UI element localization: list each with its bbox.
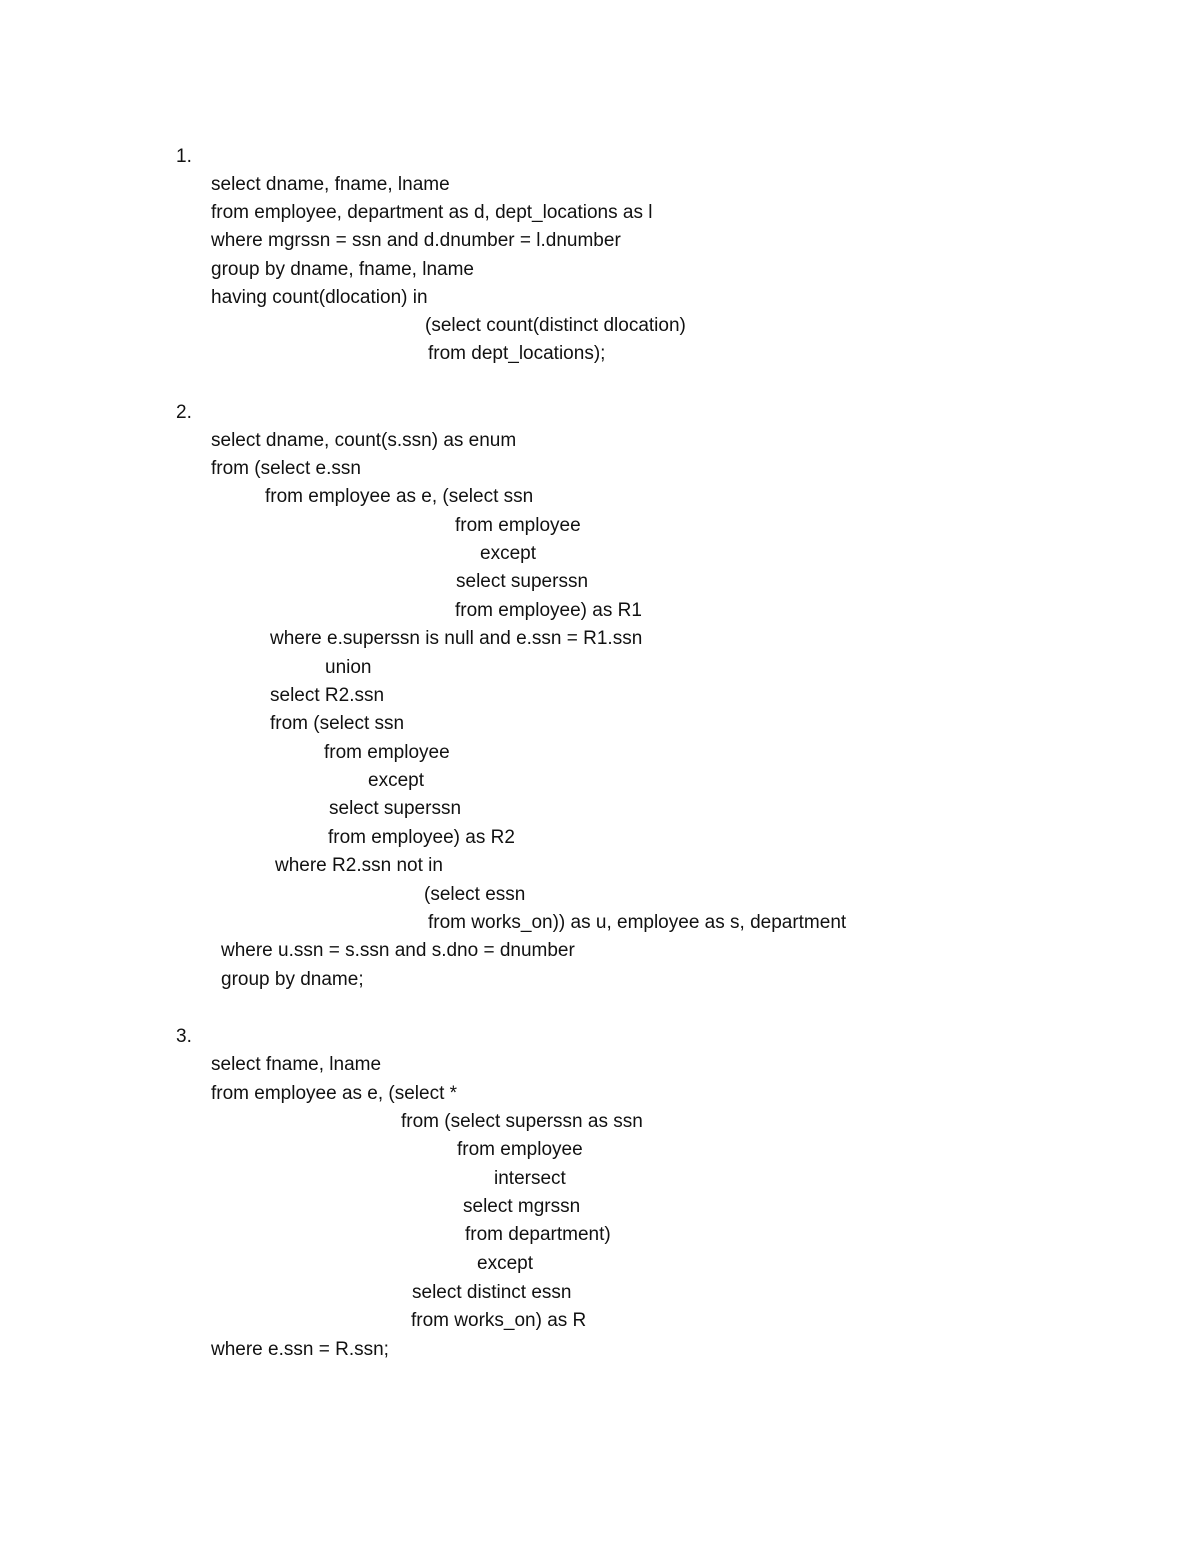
- code-line: where R2.ssn not in: [275, 855, 443, 876]
- code-line: (select count(distinct dlocation): [425, 315, 686, 336]
- section-number: 1.: [176, 146, 192, 167]
- code-line: from employee as e, (select *: [211, 1083, 458, 1104]
- code-line: select dname, count(s.ssn) as enum: [211, 430, 517, 451]
- code-line: where e.superssn is null and e.ssn = R1.ssn: [270, 628, 643, 649]
- code-line: where u.ssn = s.ssn and s.dno = dnumber: [221, 940, 575, 961]
- code-line: from (select e.ssn: [211, 458, 361, 479]
- section-number: 2.: [176, 402, 192, 423]
- code-line: from (select superssn as ssn: [401, 1111, 643, 1132]
- code-line: select mgrssn: [463, 1196, 581, 1217]
- code-line: from employee, department as d, dept_locations as l: [211, 202, 653, 223]
- code-line: from employee) as R1: [455, 600, 642, 621]
- code-line: from employee: [455, 515, 581, 536]
- code-line: select dname, fname, lname: [211, 174, 450, 195]
- code-line: from employee) as R2: [328, 827, 515, 848]
- code-line: select superssn: [329, 798, 462, 819]
- code-line: from (select ssn: [270, 713, 405, 734]
- code-line: from employee: [457, 1139, 583, 1160]
- code-line: from employee as e, (select ssn: [265, 486, 534, 507]
- code-line: group by dname, fname, lname: [211, 259, 474, 280]
- code-line: except: [368, 770, 424, 791]
- code-line: select superssn: [456, 571, 589, 592]
- code-line: select fname, lname: [211, 1054, 382, 1075]
- code-line: having count(dlocation) in: [211, 287, 428, 308]
- code-line: select distinct essn: [412, 1282, 572, 1303]
- code-line: (select essn: [424, 884, 526, 905]
- code-line: group by dname;: [221, 969, 364, 990]
- code-line: except: [477, 1253, 533, 1274]
- code-line: where e.ssn = R.ssn;: [211, 1339, 389, 1360]
- code-line: from works_on) as R: [411, 1310, 587, 1331]
- code-line: from works_on)) as u, employee as s, department: [428, 912, 847, 933]
- section-number: 3.: [176, 1026, 192, 1047]
- code-line: from dept_locations);: [428, 343, 606, 364]
- code-line: from department): [465, 1224, 611, 1245]
- code-line: select R2.ssn: [270, 685, 385, 706]
- code-line: where mgrssn = ssn and d.dnumber = l.dnumber: [211, 230, 621, 251]
- code-line: from employee: [324, 742, 450, 763]
- code-line: union: [325, 657, 372, 678]
- code-line: except: [480, 543, 536, 564]
- code-line: intersect: [494, 1168, 566, 1189]
